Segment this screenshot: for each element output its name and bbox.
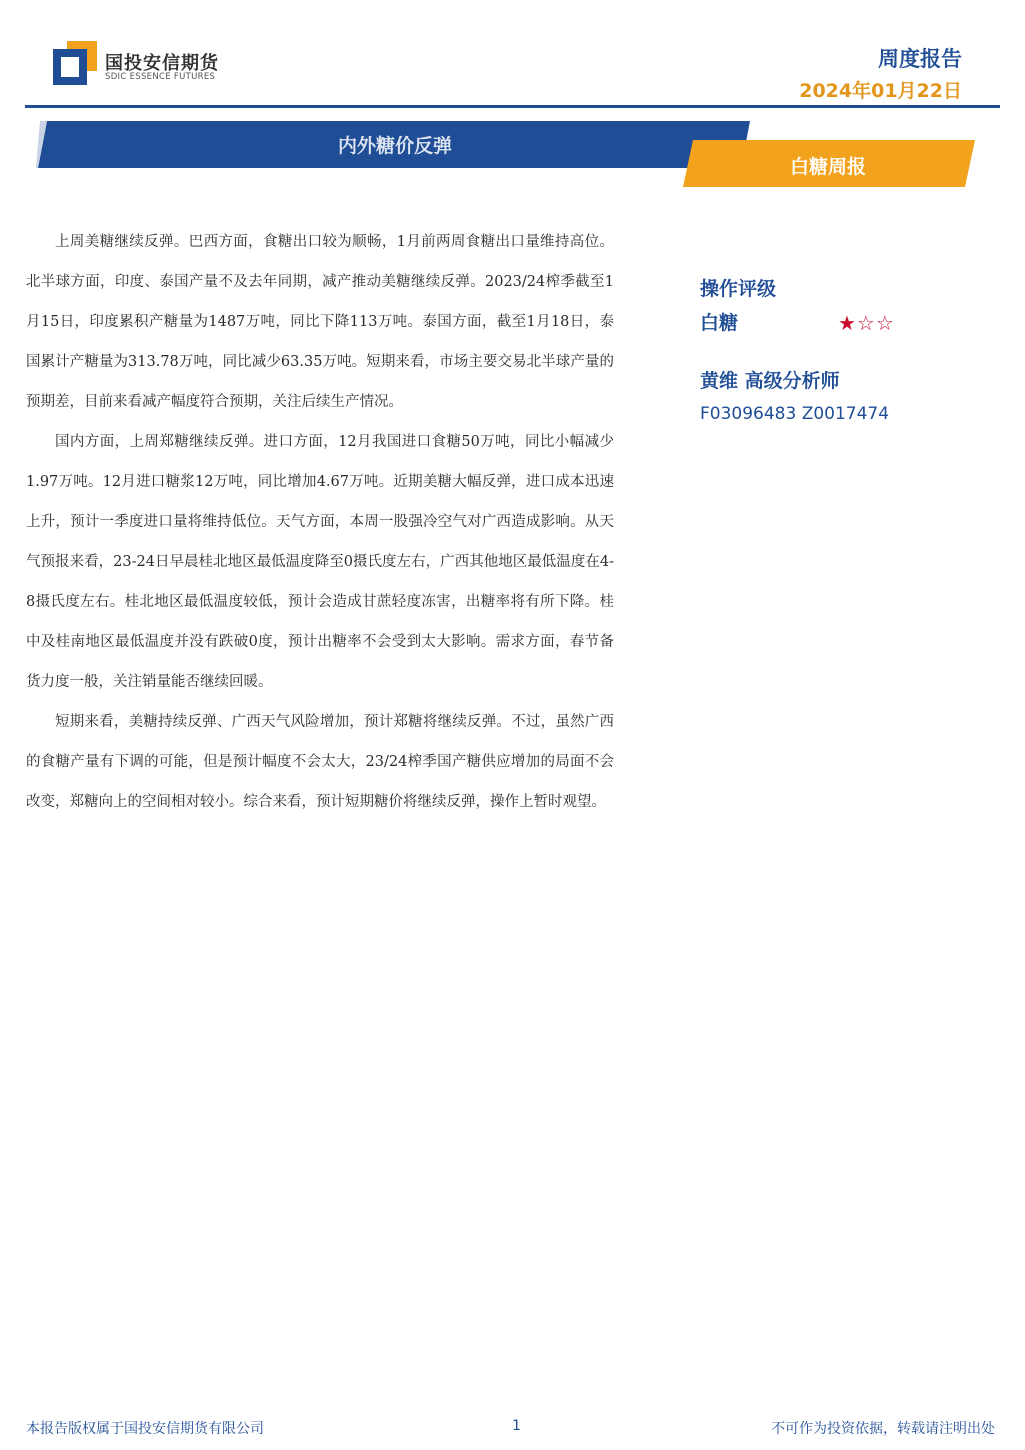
footer-copyright: 本报告版权属于国投安信期货有限公司 — [26, 1421, 264, 1437]
report-type: 周度报告 — [878, 47, 962, 71]
logo-mark-icon — [53, 41, 97, 85]
company-logo — [53, 41, 233, 87]
footer-disclaimer: 不可作为投资依据，转载请注明出处 — [771, 1421, 995, 1437]
rating-heading: 操作评级 — [700, 278, 777, 300]
logo-chinese-name: 国投安信期货 — [105, 53, 219, 74]
analyst-license: F03096483 Z0017474 — [700, 404, 890, 424]
analyst-name: 黄维 高级分析师 — [700, 370, 840, 392]
paragraph-domestic: 国内方面，上周郑糖继续反弹。进口方面，12月我国进口食糖50万吨，同比小幅减少1.97万吨。12月进口糖浆12万吨，同比增加4.67万吨。近期美糖大幅反弹，进口成本迅速上升，预计一季度进口量将维持低位。天气方面，本周一股强冷空气对广西造成影响。从天气预报来看，23-24日早晨桂北地区最低温度降至0摄氏度左右，广西其他地区最低温度在4-8摄氏度左右。桂北地区最低温度较低，预计会造成甘蔗轻度冻害，出糖率将有所下降。桂中及桂南地区最低温度并没有跌破0度，预计出糖率不会受到太大影响。需求方面，春节备货力度一般，关注销量能否继续回暖。 — [26, 434, 614, 690]
header-divider — [25, 105, 1000, 108]
rating-sidebar — [700, 272, 980, 430]
paragraph-international: 上周美糖继续反弹。巴西方面，食糖出口较为顺畅，1月前两周食糖出口量维持高位。北半球方面，印度、泰国产量不及去年同期，减产推动美糖继续反弹。2023/24榨季截至1月15日，印度累积产糖量为1487万吨，同比下降113万吨。泰国方面，截至1月18日，泰国累计产糖量为313.78万吨，同比减少63.35万吨。短期来看，市场主要交易北半球产量的预期差，目前来看减产幅度符合预期，关注后续生产情况。 — [26, 234, 614, 410]
logo-english-name: SDIC ESSENCE FUTURES — [105, 72, 216, 82]
report-title: 内外糖价反弹 — [337, 135, 452, 157]
rating-stars-icon: ★☆☆ — [838, 311, 895, 335]
report-category-tag: 白糖周报 — [789, 156, 866, 178]
report-body — [26, 222, 614, 822]
rating-commodity: 白糖 — [700, 312, 739, 334]
page-number: 1 — [512, 1418, 521, 1434]
rating-row — [700, 306, 980, 340]
report-date: 2024年01月22日 — [799, 80, 962, 102]
paragraph-outlook: 短期来看，美糖持续反弹、广西天气风险增加，预计郑糖将继续反弹。不过，虽然广西的食糖产量有下调的可能，但是预计幅度不会太大，23/24榨季国产糖供应增加的局面不会改变，郑糖向上的空间相对较小。综合来看，预计短期糖价将继续反弹，操作上暂时观望。 — [26, 714, 614, 810]
